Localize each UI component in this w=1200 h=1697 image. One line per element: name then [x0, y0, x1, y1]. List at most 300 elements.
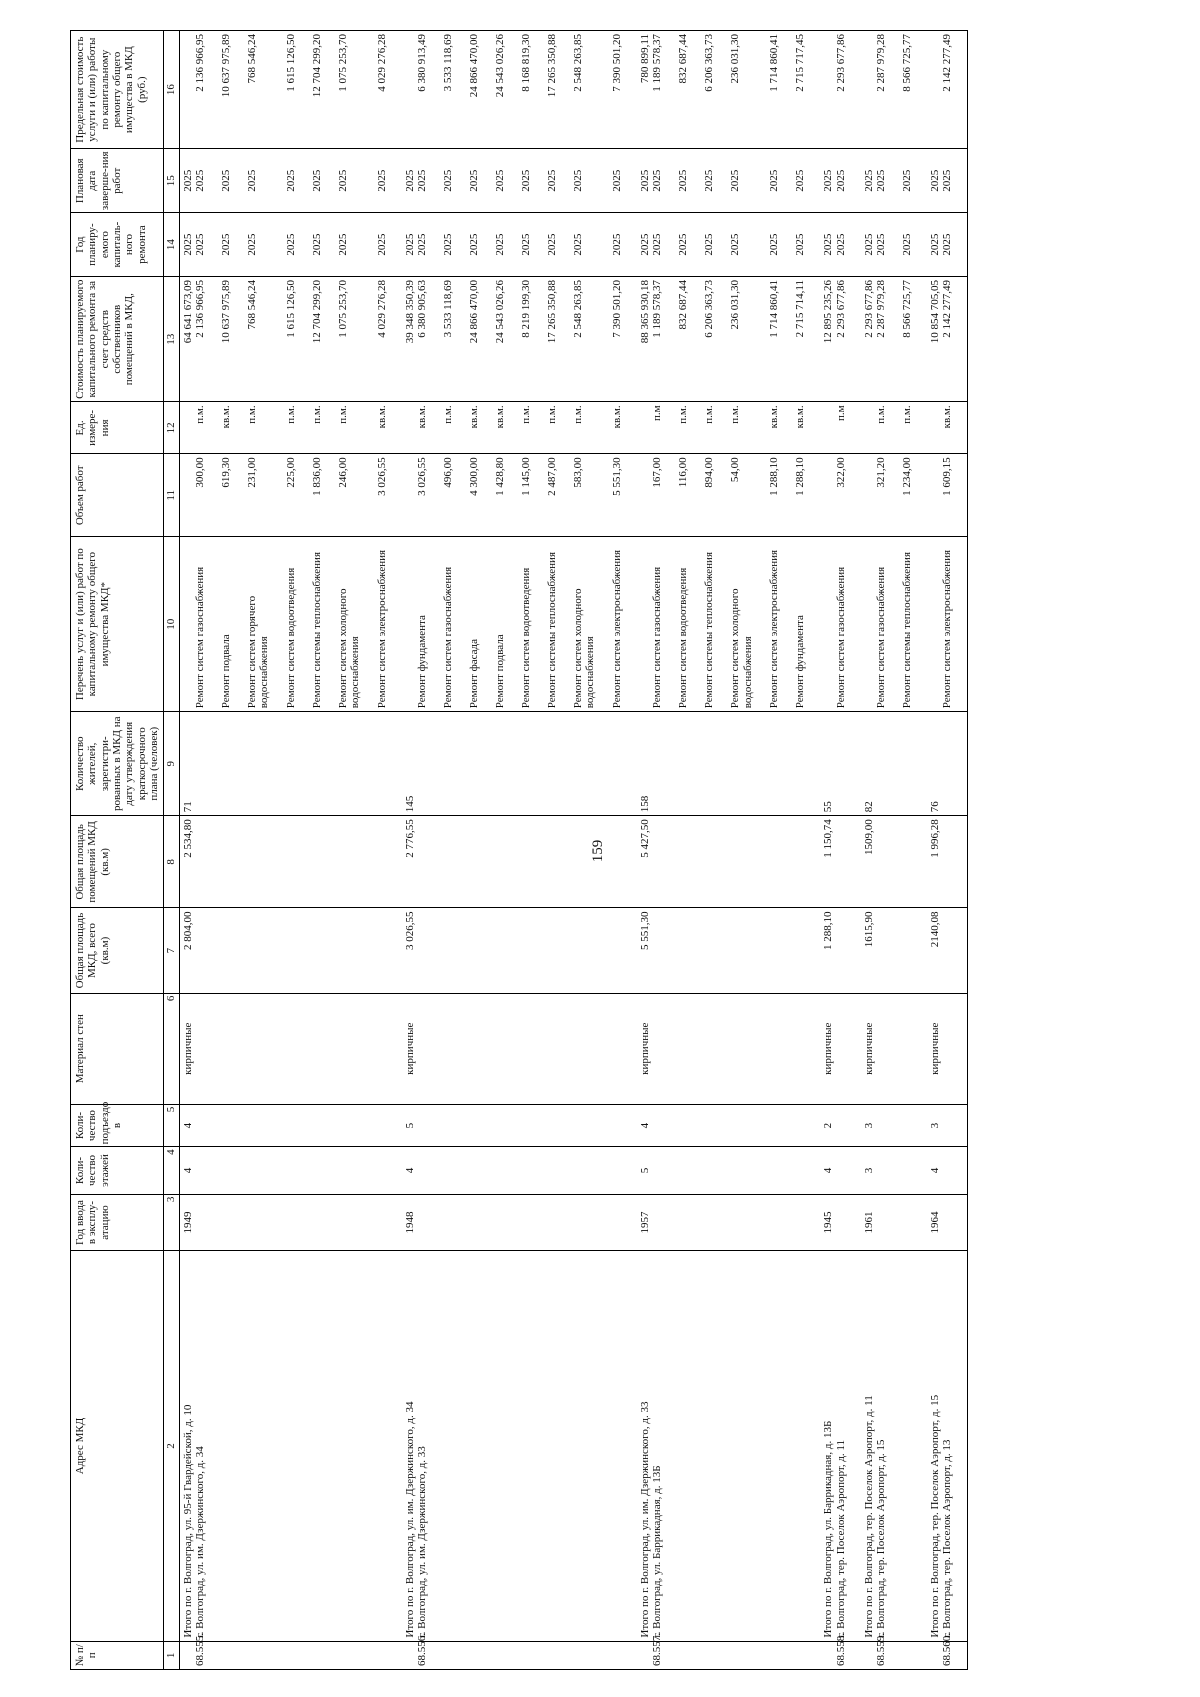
column-number: 9 — [164, 712, 179, 816]
empty-cell — [820, 537, 834, 712]
work-unit-line: кв.м. — [768, 405, 781, 429]
end-date: 2025 — [637, 149, 651, 213]
empty-cell — [835, 993, 861, 1104]
wall-material: кирпичные — [402, 993, 416, 1104]
work-end-date-line: 2025 — [546, 169, 559, 192]
work-limit-line: 12 704 299,20 — [310, 34, 323, 98]
work-limit-line: 1 189 578,37 — [651, 34, 664, 92]
column-number: 1 — [164, 1641, 179, 1669]
column-number: 3 — [164, 1194, 179, 1251]
work-year-line: 2025 — [375, 233, 388, 256]
end-date: 2025 — [179, 149, 194, 213]
empty-cell — [941, 1104, 968, 1147]
work-volume-line: 2 487,00 — [546, 457, 559, 496]
work-limit — [875, 31, 927, 149]
empty-cell — [402, 1641, 416, 1669]
work-year-line: 2025 — [703, 233, 716, 256]
header-cell: Год ввода в эксплу-атацию — [71, 1194, 164, 1251]
work-unit-line: п.м. — [677, 405, 690, 424]
work-cost-line: 8 566 725,77 — [901, 280, 914, 338]
work-limit-line: 2 293 677,86 — [834, 34, 847, 92]
header-cell: Общая площадь помещений МКД (кв.м) — [71, 816, 164, 908]
work-cost-line: 2 287 979,28 — [875, 280, 888, 338]
empty-cell — [637, 537, 651, 712]
work-end-date-line: 2025 — [219, 169, 232, 192]
total-limit — [402, 31, 416, 149]
empty-cell — [835, 1147, 861, 1194]
plan-year: 2025 — [637, 213, 651, 277]
work-unit-line: п.м. — [703, 405, 716, 424]
empty-cell — [927, 1641, 941, 1669]
empty-cell — [651, 1147, 820, 1194]
work-end-date — [835, 149, 861, 213]
entrances: 4 — [179, 1104, 194, 1147]
work-volume — [875, 454, 927, 537]
year-built: 1957 — [637, 1194, 651, 1251]
table-body — [179, 31, 968, 1670]
column-number: 2 — [164, 1251, 179, 1641]
work-year — [875, 213, 927, 277]
work-volume-line: 3 026,55 — [416, 457, 429, 496]
column-number: 14 — [164, 213, 179, 277]
work-year-line: 2025 — [941, 233, 954, 256]
work-end-date-line: 2025 — [901, 169, 914, 192]
work-end-date-line: 2025 — [572, 169, 585, 192]
work-end-date-line: 2025 — [677, 169, 690, 192]
empty-cell — [651, 908, 820, 993]
empty-cell — [820, 402, 834, 454]
work-end-date-line: 2025 — [703, 169, 716, 192]
empty-cell — [416, 1104, 637, 1147]
work-year-line: 2025 — [310, 233, 323, 256]
end-date: 2025 — [402, 149, 416, 213]
total-limit — [861, 31, 875, 149]
total-cost: 88 365 930,18 — [637, 277, 651, 402]
work-volume-line: 231,00 — [245, 457, 258, 488]
area-total: 1615,90 — [861, 908, 875, 993]
work-limit-line: 7 390 501,20 — [611, 34, 624, 92]
work-year-line: 2025 — [651, 233, 664, 256]
work-cost-line: 6 206 363,73 — [703, 280, 716, 338]
building-row — [835, 31, 861, 1670]
work-item-line: Ремонт систем водоотведения — [677, 567, 690, 709]
work-item-line: Ремонт системы теплоснабжения — [901, 552, 914, 709]
work-limit-line: 8 566 725,77 — [901, 34, 914, 92]
header-row — [71, 31, 164, 1670]
work-end-date — [194, 149, 402, 213]
floors: 3 — [861, 1147, 875, 1194]
work-item-line: Ремонт систем газоснабжения — [193, 566, 206, 709]
work-unit-line: п.м. — [336, 405, 349, 424]
work-volume-line: 3 026,55 — [375, 457, 388, 496]
work-item-line: Ремонт систем холодного водоснабжения — [572, 588, 597, 709]
empty-cell — [820, 1641, 834, 1669]
work-cost-line: 10 637 975,89 — [219, 280, 232, 344]
work-unit — [875, 402, 927, 454]
work-volume-line: 1 428,80 — [494, 457, 507, 496]
work-cost-line: 4 029 276,28 — [375, 280, 388, 338]
work-item-line: Ремонт систем электроснабжения — [611, 549, 624, 709]
work-cost-line: 17 265 350,88 — [546, 280, 559, 344]
work-item-line: Ремонт систем газоснабжения — [442, 566, 455, 709]
work-item-line: Ремонт систем электроснабжения — [941, 549, 954, 709]
total-limit — [927, 31, 941, 149]
work-unit — [941, 402, 968, 454]
empty-cell — [861, 402, 875, 454]
work-limit-line: 6 380 913,49 — [416, 34, 429, 92]
capital-repair-table — [70, 30, 968, 1670]
header-cell: Год планиру-емого капиталь-ного ремонта — [71, 213, 164, 277]
total-limit — [820, 31, 834, 149]
work-end-date-line: 2025 — [442, 169, 455, 192]
work-year-line: 2025 — [611, 233, 624, 256]
column-number: 12 — [164, 402, 179, 454]
column-number: 11 — [164, 454, 179, 537]
work-cost-line: 12 704 299,20 — [310, 280, 323, 344]
empty-cell — [941, 1147, 968, 1194]
work-unit-line: п.м. — [442, 405, 455, 424]
address: г. Волгоград, тер. Поселок Аэропорт, д. 13 — [941, 1251, 968, 1641]
work-unit — [835, 402, 861, 454]
address: г. Волгоград, тер. Поселок Аэропорт, д. 15 — [875, 1251, 927, 1641]
work-cost-line: 2 136 966,95 — [193, 280, 206, 338]
work-limit-line: 1 615 126,50 — [284, 34, 297, 92]
work-cost — [835, 277, 861, 402]
work-limit-line: 236 031,30 — [729, 34, 742, 84]
work-item-line: Ремонт систем водоотведения — [520, 567, 533, 709]
residents: 71 — [179, 712, 194, 816]
column-number: 8 — [164, 816, 179, 908]
empty-cell — [651, 1194, 820, 1251]
empty-cell — [179, 1641, 194, 1669]
header-cell: Предельная стоимость услуги и (или) работы по капитальному ремонту общего имущества в МКД (руб.) — [71, 31, 164, 149]
floors: 4 — [179, 1147, 194, 1194]
column-number: 4 — [164, 1147, 179, 1194]
work-item-line: Ремонт систем электроснабжения — [375, 549, 388, 709]
empty-cell — [194, 908, 402, 993]
total-cost: 10 854 705,05 — [927, 277, 941, 402]
empty-cell — [875, 1147, 927, 1194]
work-limit-line: 6 206 363,73 — [703, 34, 716, 92]
area-total: 3 026,55 — [402, 908, 416, 993]
work-year-line: 2025 — [546, 233, 559, 256]
work-volume-line: 1 234,00 — [901, 457, 914, 496]
residents: 158 — [637, 712, 651, 816]
work-item-line: Ремонт фундамента — [416, 615, 429, 709]
empty-cell — [416, 816, 637, 908]
work-limit — [194, 31, 402, 149]
work-end-date-line: 2025 — [768, 169, 781, 192]
rotated-table-container — [70, 30, 1130, 1670]
empty-cell — [927, 537, 941, 712]
work-item-line: Ремонт систем горячего водоснабжения — [245, 595, 271, 709]
plan-year: 2025 — [861, 213, 875, 277]
header-cell: Перечень услуг и (или) работ по капитальному ремонту общего имущества МКД* — [71, 537, 164, 712]
work-cost-line: 7 390 501,20 — [611, 280, 624, 338]
empty-cell — [194, 1104, 402, 1147]
work-end-date-line: 2025 — [794, 169, 807, 192]
empty-cell — [416, 1147, 637, 1194]
work-unit-line: кв.м. — [494, 405, 507, 429]
row-number: 68.558. — [835, 1641, 861, 1669]
year-built: 1945 — [820, 1194, 834, 1251]
area-total: 2 804,00 — [179, 908, 194, 993]
row-number: 68.559. — [875, 1641, 927, 1669]
work-cost-line: 6 380 905,63 — [416, 280, 429, 338]
work-year-line: 2025 — [834, 233, 847, 256]
header-cell: Коли-чество этажей — [71, 1147, 164, 1194]
work-limit — [416, 31, 637, 149]
work-item-line: Ремонт системы теплоснабжения — [310, 552, 323, 709]
plan-year: 2025 — [402, 213, 416, 277]
work-cost — [416, 277, 637, 402]
work-volume-line: 583,00 — [572, 457, 585, 488]
work-limit-line: 2 548 263,85 — [572, 34, 585, 92]
column-number: 5 — [164, 1104, 179, 1147]
work-year — [416, 213, 637, 277]
work-cost — [651, 277, 820, 402]
empty-cell — [402, 402, 416, 454]
empty-cell — [875, 908, 927, 993]
total-limit: 780 899,11 — [637, 31, 651, 149]
total-row — [637, 31, 651, 1670]
work-unit-line: п.м. — [546, 405, 559, 424]
area-rooms: 2 776,55 — [402, 816, 416, 908]
work-cost-line: 1 714 860,41 — [768, 280, 781, 338]
address: г. Волгоград, ул. им. Дзержинского, д. 33 — [416, 1251, 637, 1641]
empty-cell — [179, 454, 194, 537]
work-end-date-line: 2025 — [336, 169, 349, 192]
page-number: 159 — [590, 839, 606, 863]
entrances: 3 — [927, 1104, 941, 1147]
work-cost-line: 3 533 118,69 — [442, 280, 455, 338]
work-item-line: Ремонт систем газоснабжения — [875, 566, 888, 709]
column-number: 7 — [164, 908, 179, 993]
work-unit-line: п.м — [834, 405, 847, 421]
work-year-line: 2025 — [768, 233, 781, 256]
work-year — [194, 213, 402, 277]
work-limit-line: 2 287 979,28 — [875, 34, 888, 92]
work-unit-line: кв.м. — [219, 405, 232, 429]
work-year-line: 2025 — [284, 233, 297, 256]
work-unit-line: п.м. — [245, 405, 258, 424]
total-row — [402, 31, 416, 1670]
empty-cell — [927, 454, 941, 537]
work-unit-line: п.м. — [193, 405, 206, 424]
work-unit — [416, 402, 637, 454]
empty-cell — [194, 1194, 402, 1251]
work-volume-line: 894,00 — [703, 457, 716, 488]
work-cost-line: 2 142 277,49 — [941, 280, 954, 338]
work-cost-line: 8 219 199,30 — [520, 280, 533, 338]
empty-cell — [651, 816, 820, 908]
residents: 145 — [402, 712, 416, 816]
work-volume — [835, 454, 861, 537]
header-cell: Адрес МКД — [71, 1251, 164, 1641]
empty-cell — [835, 1104, 861, 1147]
work-volume-line: 1 288,10 — [794, 457, 807, 496]
work-year-line: 2025 — [520, 233, 533, 256]
empty-cell — [835, 712, 861, 816]
building-row — [941, 31, 968, 1670]
empty-cell — [416, 908, 637, 993]
work-item — [651, 537, 820, 712]
work-end-date — [941, 149, 968, 213]
work-volume-line: 321,20 — [875, 457, 888, 488]
end-date: 2025 — [861, 149, 875, 213]
residents: 82 — [861, 712, 875, 816]
work-item-line: Ремонт систем электроснабжения — [768, 549, 781, 709]
column-number: 10 — [164, 537, 179, 712]
work-year-line: 2025 — [442, 233, 455, 256]
empty-cell — [875, 993, 927, 1104]
empty-cell — [861, 537, 875, 712]
work-end-date-line: 2025 — [284, 169, 297, 192]
work-limit-line: 10 637 975,89 — [219, 34, 232, 98]
work-unit-line: п.м. — [875, 405, 888, 424]
header-cell: Стоимость планируемого капитального ремонта за счет средств собственников помещений в МКД, — [71, 277, 164, 402]
column-number: 13 — [164, 277, 179, 402]
work-limit — [651, 31, 820, 149]
empty-cell — [875, 712, 927, 816]
wall-material: кирпичные — [861, 993, 875, 1104]
work-limit-line: 2 715 717,45 — [794, 34, 807, 92]
work-item — [835, 537, 861, 712]
total-cost: 64 641 673,09 — [179, 277, 194, 402]
year-built: 1948 — [402, 1194, 416, 1251]
residents: 55 — [820, 712, 834, 816]
total-row — [820, 31, 834, 1670]
area-total: 1 288,10 — [820, 908, 834, 993]
building-row — [416, 31, 637, 1670]
work-year-line: 2025 — [336, 233, 349, 256]
work-item-line: Ремонт систем водоотведения — [284, 567, 297, 709]
header-cell: Общая площадь МКД, всего (кв.м) — [71, 908, 164, 993]
work-cost-line: 1 189 578,37 — [651, 280, 664, 338]
work-year — [651, 213, 820, 277]
work-volume-line: 54,00 — [729, 457, 742, 483]
header-cell: Объем работ — [71, 454, 164, 537]
work-unit-line: п.м. — [284, 405, 297, 424]
work-unit-line: кв.м. — [941, 405, 954, 429]
work-year-line: 2025 — [193, 233, 206, 256]
work-year-line: 2025 — [468, 233, 481, 256]
work-cost-line: 1 615 126,50 — [284, 280, 297, 338]
empty-cell — [941, 816, 968, 908]
work-cost-line: 236 031,30 — [729, 280, 742, 330]
work-limit-line: 17 265 350,88 — [546, 34, 559, 98]
entrances: 4 — [637, 1104, 651, 1147]
work-volume — [941, 454, 968, 537]
work-volume-line: 246,00 — [336, 457, 349, 488]
work-volume-line: 300,00 — [193, 457, 206, 488]
work-end-date-line: 2025 — [611, 169, 624, 192]
work-item-line: Ремонт систем газоснабжения — [834, 566, 847, 709]
work-volume-line: 167,00 — [651, 457, 664, 488]
work-item-line: Ремонт системы теплоснабжения — [703, 552, 716, 709]
empty-cell — [941, 908, 968, 993]
empty-cell — [835, 1194, 861, 1251]
area-total: 2140,08 — [927, 908, 941, 993]
work-item — [875, 537, 927, 712]
work-unit-line: кв.м. — [611, 405, 624, 429]
empty-cell — [179, 537, 194, 712]
total-row — [927, 31, 941, 1670]
header-cell: Количество жителей, зарегистри-рованных в МКД на дату утверждения краткосрочного плана (человек) — [71, 712, 164, 816]
work-volume-line: 1 288,10 — [768, 457, 781, 496]
wall-material: кирпичные — [637, 993, 651, 1104]
floors: 4 — [402, 1147, 416, 1194]
total-row — [861, 31, 875, 1670]
work-volume-line: 1 609,15 — [941, 457, 954, 496]
empty-cell — [835, 816, 861, 908]
work-year-line: 2025 — [794, 233, 807, 256]
work-year-line: 2025 — [416, 233, 429, 256]
empty-cell — [875, 816, 927, 908]
work-limit — [835, 31, 861, 149]
work-end-date — [875, 149, 927, 213]
work-unit-line: п.м. — [729, 405, 742, 424]
column-number-row — [164, 31, 179, 1670]
empty-cell — [194, 1147, 402, 1194]
empty-cell — [651, 1104, 820, 1147]
row-number: 68.560. — [941, 1641, 968, 1669]
work-cost-line: 24 866 470,00 — [468, 280, 481, 344]
work-end-date-line: 2025 — [520, 169, 533, 192]
work-unit-line: кв.м. — [375, 405, 388, 429]
empty-cell — [820, 454, 834, 537]
empty-cell — [194, 712, 402, 816]
work-unit-line: кв.м. — [794, 405, 807, 429]
work-item-line: Ремонт систем газоснабжения — [651, 566, 664, 709]
empty-cell — [861, 454, 875, 537]
row-number: 68.555. — [194, 1641, 402, 1669]
empty-cell — [402, 537, 416, 712]
work-end-date-line: 2025 — [245, 169, 258, 192]
work-unit-line: п.м — [651, 405, 664, 421]
area-rooms: 1 150,74 — [820, 816, 834, 908]
work-unit-line: п.м. — [901, 405, 914, 424]
work-volume-line: 1 836,00 — [310, 457, 323, 496]
address: г. Волгоград, ул. им. Дзержинского, д. 34 — [194, 1251, 402, 1641]
end-date: 2025 — [820, 149, 834, 213]
plan-year: 2025 — [179, 213, 194, 277]
year-built: 1949 — [179, 1194, 194, 1251]
work-unit-line: п.м. — [310, 405, 323, 424]
total-cost: 39 348 350,39 — [402, 277, 416, 402]
work-unit-line: п.м. — [572, 405, 585, 424]
empty-cell — [194, 993, 402, 1104]
floors: 4 — [820, 1147, 834, 1194]
work-limit-line: 24 543 026,26 — [494, 34, 507, 98]
empty-cell — [861, 1641, 875, 1669]
empty-cell — [835, 908, 861, 993]
residents: 76 — [927, 712, 941, 816]
header-cell: № п/п — [71, 1641, 164, 1669]
row-number: 68.556. — [416, 1641, 637, 1669]
work-limit-line: 8 168 819,30 — [520, 34, 533, 92]
work-year-line: 2025 — [494, 233, 507, 256]
total-address: Итого по г. Волгоград, тер. Поселок Аэропорт, д. 11 — [861, 1251, 875, 1641]
work-cost-line: 2 548 263,85 — [572, 280, 585, 338]
area-total: 5 551,30 — [637, 908, 651, 993]
work-end-date — [416, 149, 637, 213]
work-end-date-line: 2025 — [468, 169, 481, 192]
work-year-line: 2025 — [901, 233, 914, 256]
wall-material: кирпичные — [820, 993, 834, 1104]
work-limit-line: 2 142 277,49 — [941, 34, 954, 92]
address: г. Волгоград, тер. Поселок Аэропорт, д. 11 — [835, 1251, 861, 1641]
